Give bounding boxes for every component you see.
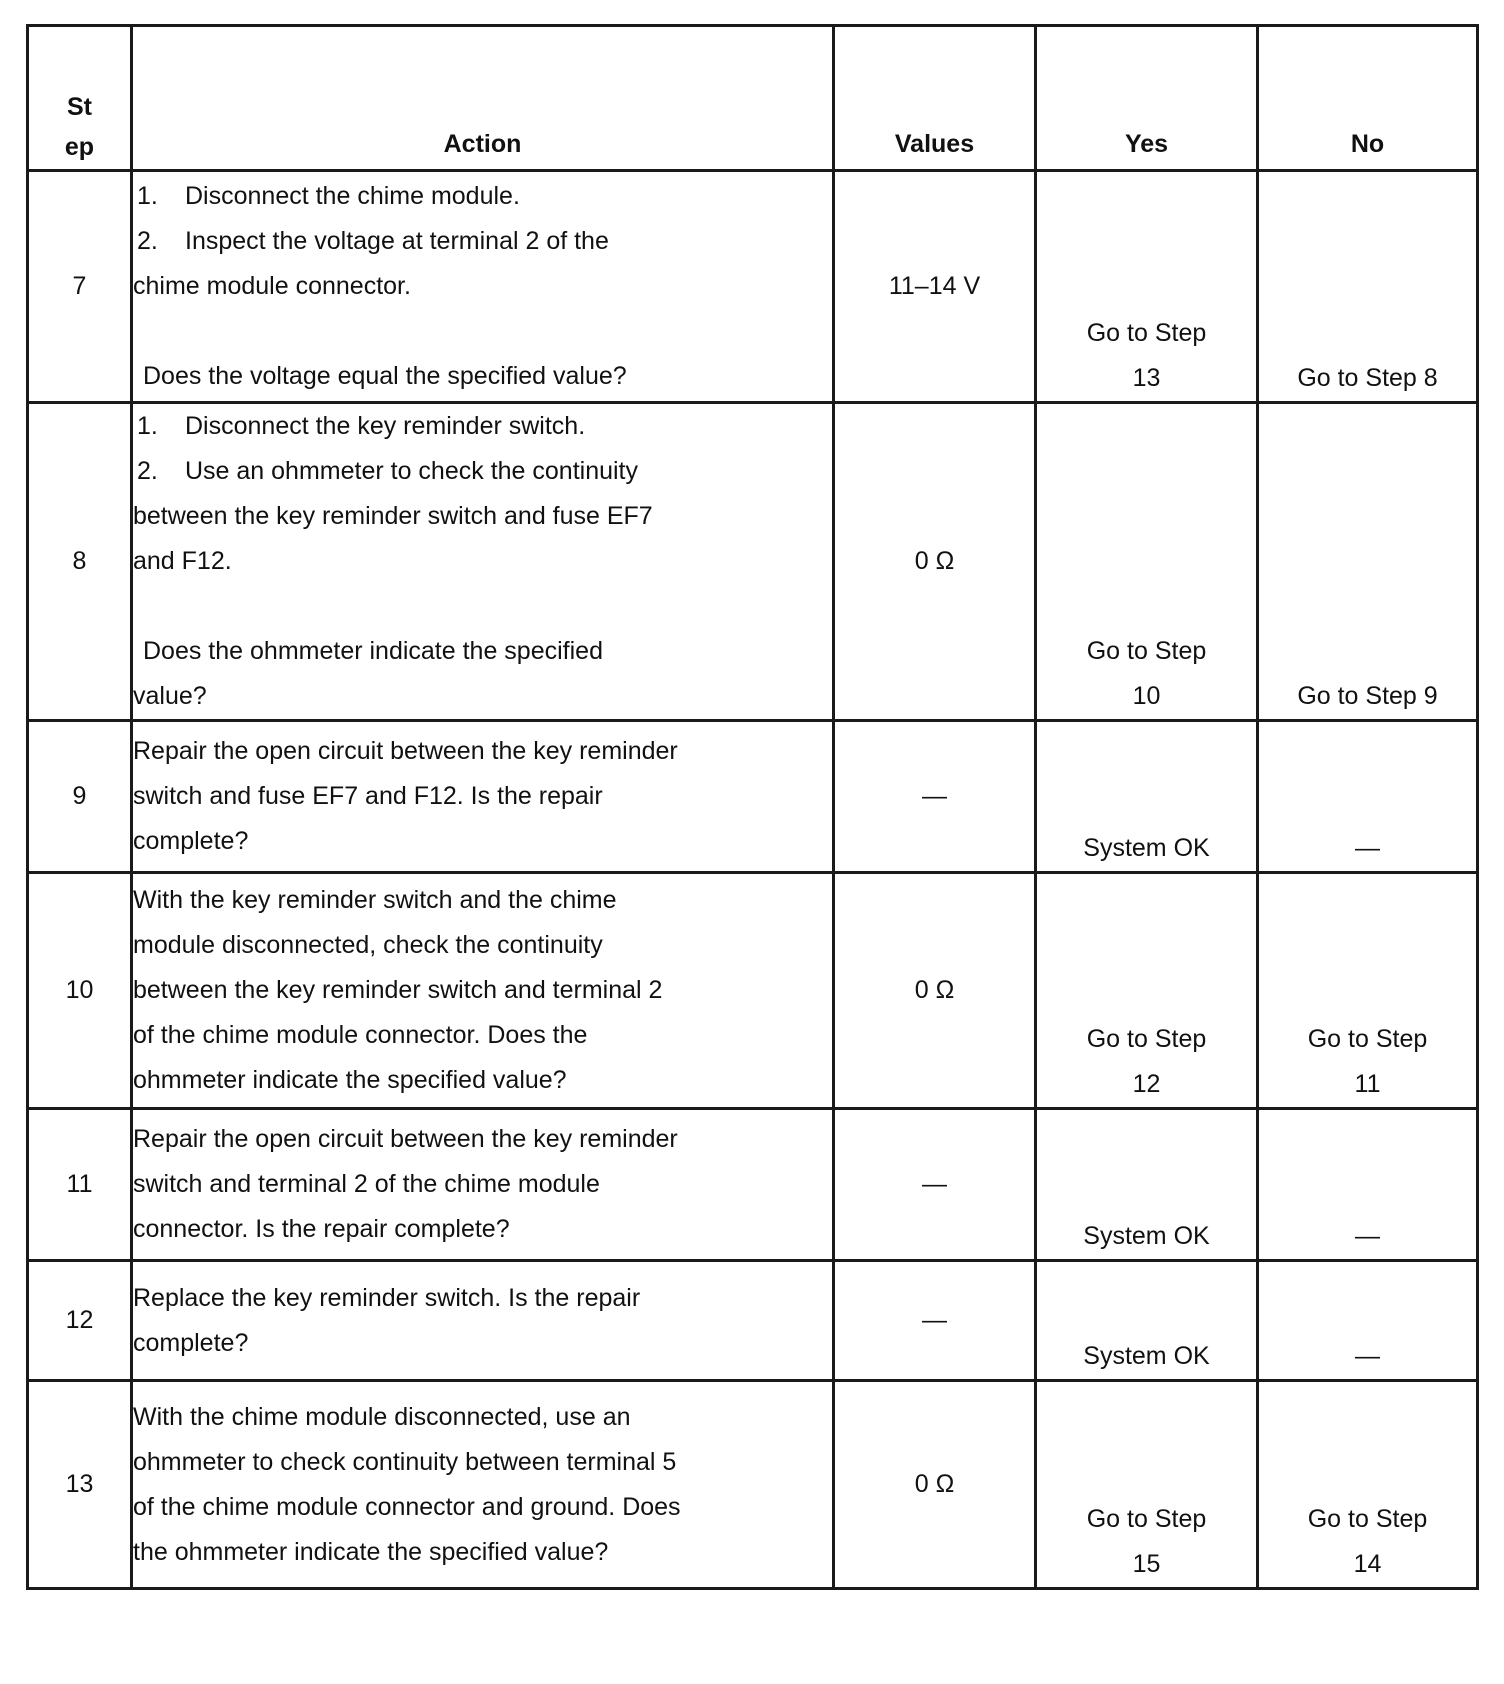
value-cell: 11–14 V (834, 171, 1036, 403)
table-row-step-8 (28, 403, 1478, 721)
action-line (133, 219, 832, 264)
yes-line: Go to Step (1086, 319, 1207, 347)
action-line (133, 404, 832, 449)
header-step-line2: ep (64, 133, 95, 161)
no-line: 11 (1354, 1070, 1381, 1098)
action-line (133, 449, 832, 494)
no-cell (1258, 1381, 1478, 1589)
action-line: of the chime module connector. Does the (133, 1021, 588, 1049)
action-cell (132, 1381, 834, 1589)
action-cell (132, 1261, 834, 1381)
action-line: With the chime module disconnected, use an (133, 1402, 631, 1431)
action-line: of the chime module connector and ground. Does (133, 1492, 681, 1521)
list-text: Disconnect the chime module. (185, 182, 520, 210)
action-line: between the key reminder switch and fuse EF7 (133, 502, 653, 530)
yes-cell: System OK (1036, 1261, 1258, 1381)
action-line: and F12. (133, 547, 232, 575)
no-line: Go to Step (1307, 1505, 1428, 1533)
action-question: Does the voltage equal the specified value? (143, 362, 627, 390)
action-cell (132, 1109, 834, 1261)
action-line: the ohmmeter indicate the specified value? (133, 1537, 609, 1566)
value-cell: — (834, 1109, 1036, 1261)
yes-cell (1036, 171, 1258, 403)
yes-line: Go to Step (1086, 1025, 1207, 1053)
header-yes: Yes (1036, 26, 1258, 171)
step-number: 12 (28, 1261, 132, 1381)
table-row-step-9 (28, 721, 1478, 873)
action-cell (132, 721, 834, 873)
action-question: value? (133, 682, 207, 710)
list-text: Use an ohmmeter to check the continuity (185, 457, 639, 485)
no-cell: — (1258, 721, 1478, 873)
action-line: connector. Is the repair complete? (133, 1215, 510, 1243)
value-cell: — (834, 721, 1036, 873)
table-row-step-7 (28, 171, 1478, 403)
list-number: 1. (137, 182, 158, 210)
yes-cell (1036, 1381, 1258, 1589)
yes-line: 15 (1132, 1550, 1161, 1578)
yes-line: 10 (1132, 682, 1161, 710)
yes-line: 12 (1132, 1070, 1161, 1098)
value-cell: 0 Ω (834, 873, 1036, 1109)
diagnostic-table (26, 24, 1479, 1590)
action-line: module disconnected, check the continuity (133, 931, 603, 959)
table-row-step-13 (28, 1381, 1478, 1589)
action-question: Does the ohmmeter indicate the specified (143, 637, 603, 665)
list-number: 1. (137, 412, 158, 440)
step-number: 13 (28, 1381, 132, 1589)
action-line: switch and fuse EF7 and F12. Is the repair (133, 782, 603, 810)
yes-cell (1036, 873, 1258, 1109)
yes-cell: System OK (1036, 721, 1258, 873)
yes-line: 13 (1132, 364, 1161, 392)
no-line: Go to Step (1307, 1025, 1428, 1053)
header-row (28, 26, 1478, 171)
action-line: between the key reminder switch and terminal 2 (133, 976, 663, 1004)
action-line: switch and terminal 2 of the chime module (133, 1170, 600, 1198)
action-line (133, 174, 832, 219)
step-number: 7 (28, 171, 132, 403)
action-line: ohmmeter to check continuity between terminal 5 (133, 1447, 677, 1476)
yes-cell (1036, 403, 1258, 721)
header-step-line1: St (67, 93, 92, 121)
step-number: 8 (28, 403, 132, 721)
header-action: Action (132, 26, 834, 171)
action-line: Repair the open circuit between the key reminder (133, 1125, 678, 1153)
action-line: complete? (133, 1328, 249, 1357)
action-cell (132, 171, 834, 403)
step-number: 10 (28, 873, 132, 1109)
no-line: 14 (1353, 1550, 1382, 1578)
no-cell: — (1258, 1109, 1478, 1261)
spacer (133, 584, 832, 629)
action-cell (132, 403, 834, 721)
value-cell: 0 Ω (834, 1381, 1036, 1589)
no-cell: Go to Step 9 (1258, 403, 1478, 721)
step-number: 11 (28, 1109, 132, 1261)
list-text: Disconnect the key reminder switch. (185, 412, 586, 440)
table-row-step-10 (28, 873, 1478, 1109)
value-cell: — (834, 1261, 1036, 1381)
no-cell (1258, 873, 1478, 1109)
no-cell: Go to Step 8 (1258, 171, 1478, 403)
yes-line: Go to Step (1086, 1505, 1207, 1533)
action-line: Repair the open circuit between the key reminder (133, 737, 678, 765)
list-text: Inspect the voltage at terminal 2 of the (185, 227, 609, 255)
header-no: No (1258, 26, 1478, 171)
value-cell: 0 Ω (834, 403, 1036, 721)
step-number: 9 (28, 721, 132, 873)
action-line: With the key reminder switch and the chime (133, 886, 617, 914)
action-cell (132, 873, 834, 1109)
header-step (28, 26, 132, 171)
list-number: 2. (137, 457, 158, 485)
table-row-step-11 (28, 1109, 1478, 1261)
action-line: ohmmeter indicate the specified value? (133, 1066, 567, 1094)
table-row-step-12 (28, 1261, 1478, 1381)
action-line: chime module connector. (133, 272, 411, 300)
yes-line: Go to Step (1086, 637, 1207, 665)
list-number: 2. (137, 227, 158, 255)
yes-cell: System OK (1036, 1109, 1258, 1261)
spacer (133, 309, 832, 354)
header-values: Values (834, 26, 1036, 171)
no-cell: — (1258, 1261, 1478, 1381)
action-line: complete? (133, 827, 249, 855)
action-line: Replace the key reminder switch. Is the repair (133, 1283, 641, 1312)
